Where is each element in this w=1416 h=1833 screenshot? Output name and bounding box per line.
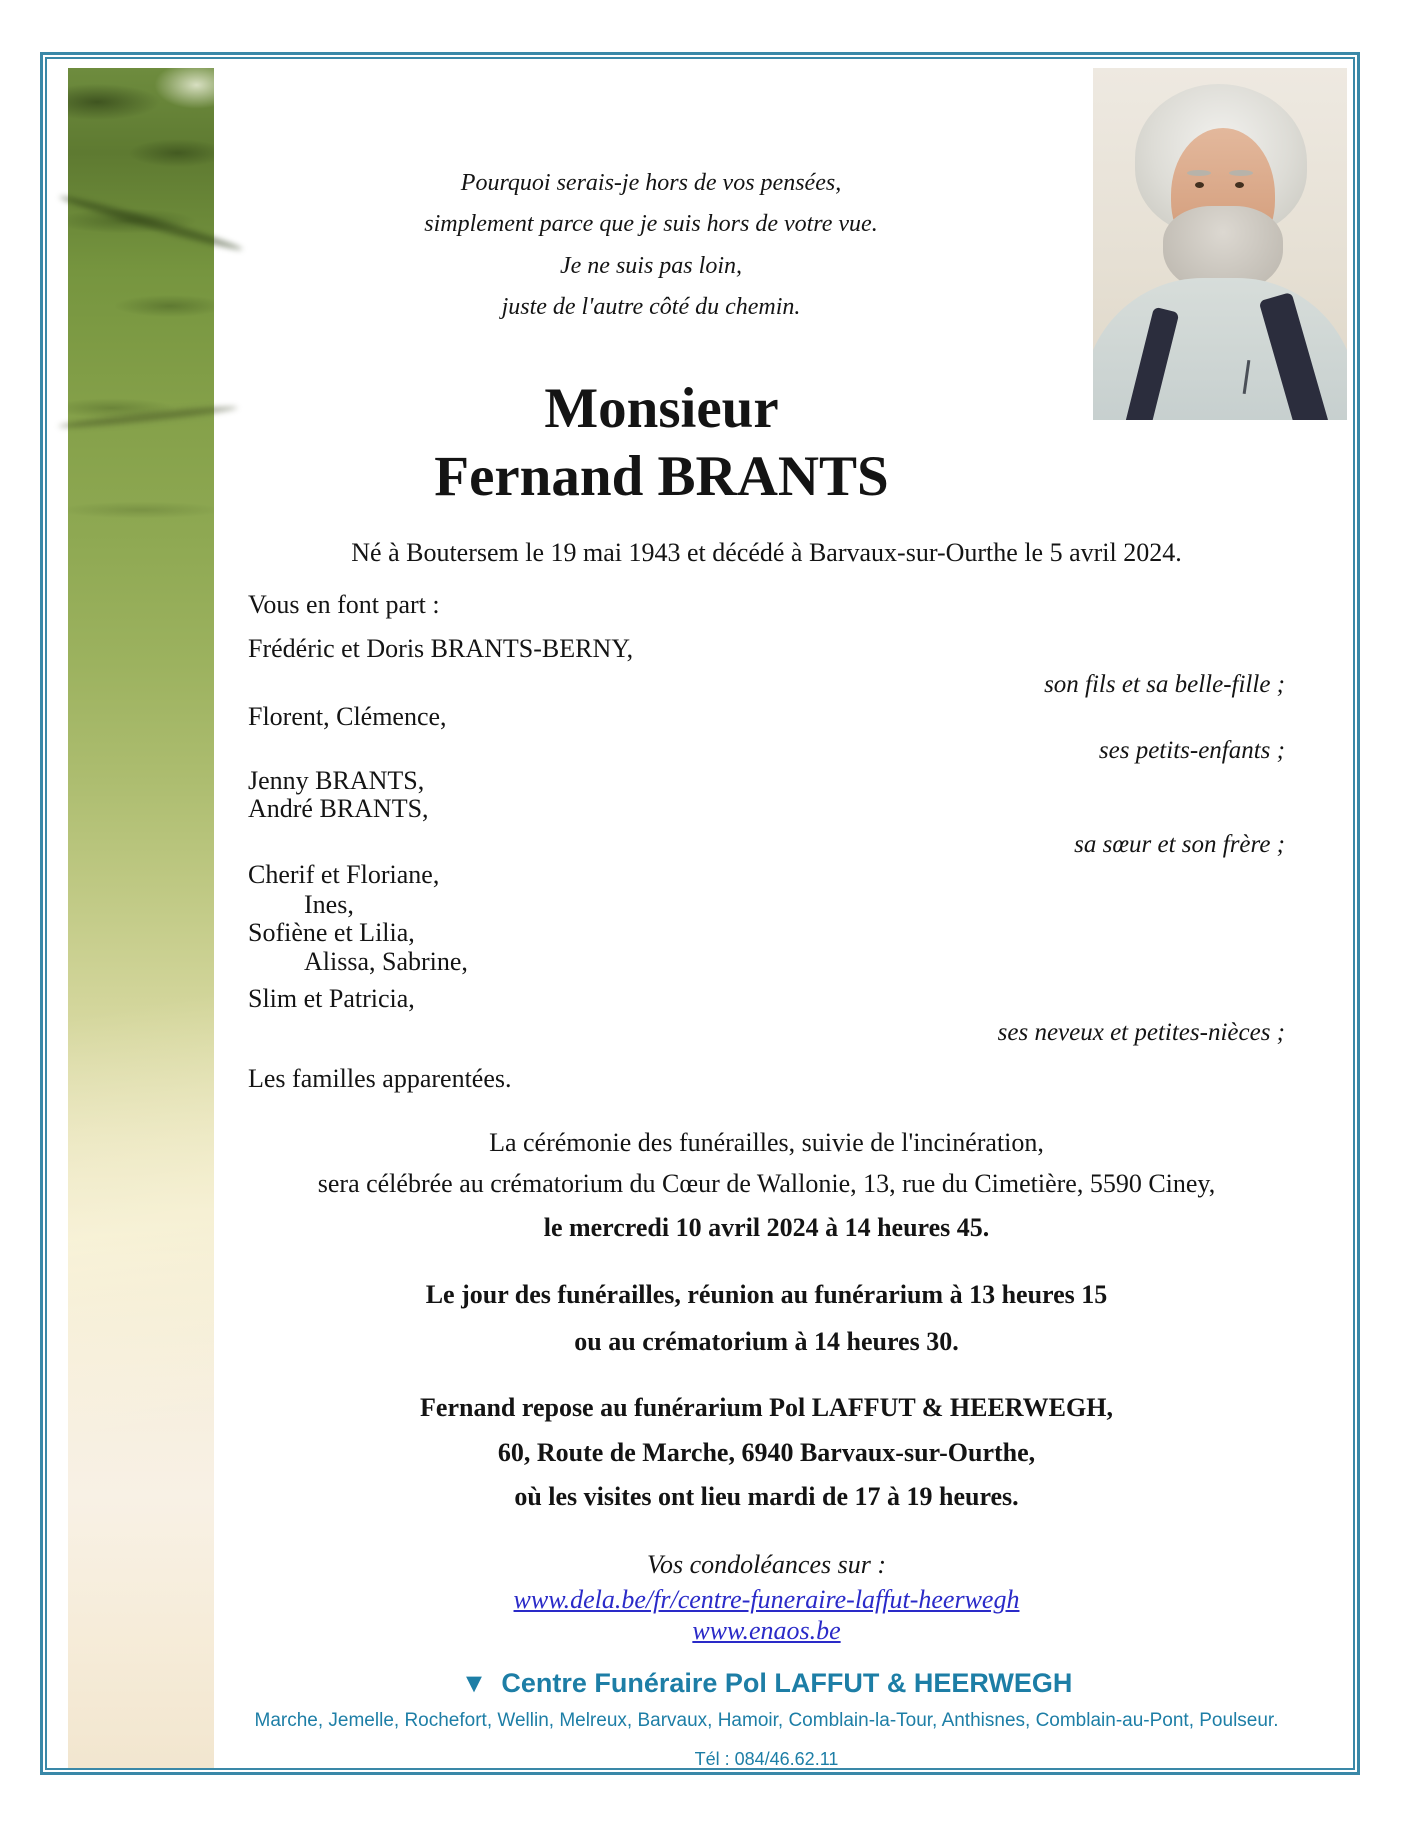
family-name: Frédéric et Doris BRANTS-BERNY, bbox=[248, 634, 634, 663]
family-name: Slim et Patricia, bbox=[248, 984, 415, 1013]
family-relation: ses neveux et petites-nièces ; bbox=[997, 1019, 1285, 1046]
ceremony-line: sera célébrée au crématorium du Cœur de Wallonie, 13, rue du Cimetière, 5590 Ciney, bbox=[317, 1169, 1216, 1198]
funeral-home-locations: Marche, Jemelle, Rochefort, Wellin, Melreux, Barvaux, Hamoir, Comblain-la-Tour, Anthisnes, Comblain-au-Pont, Poulseur. bbox=[254, 1710, 1279, 1731]
condolences-link-dela bbox=[248, 1585, 1285, 1615]
deceased-title: Monsieur bbox=[544, 377, 779, 440]
family-closing: Les familles apparentées. bbox=[248, 1064, 512, 1093]
quote-line-1: Pourquoi serais-je hors de vos pensées, bbox=[460, 170, 842, 196]
meeting-line: ou au crématorium à 14 heures 30. bbox=[574, 1327, 959, 1356]
condolences-link-enaos bbox=[248, 1616, 1285, 1646]
repose-visits: où les visites ont lieu mardi de 17 à 19 heures. bbox=[514, 1482, 1019, 1511]
condolences-link-dela-anchor[interactable]: www.dela.be/fr/centre-funeraire-laffut-heerwegh bbox=[513, 1585, 1020, 1614]
family-name: Sofiène et Lilia, bbox=[248, 918, 415, 947]
meeting-line: Le jour des funérailles, réunion au funérarium à 13 heures 15 bbox=[425, 1280, 1108, 1309]
family-relation: ses petits-enfants ; bbox=[1098, 737, 1285, 764]
quote-line-2: simplement parce que je suis hors de votre vue. bbox=[424, 211, 878, 237]
family-intro: Vous en font part : bbox=[248, 590, 440, 619]
family-relation: son fils et sa belle-fille ; bbox=[1044, 671, 1285, 698]
repose-line: Fernand repose au funérarium Pol LAFFUT & HEERWEGH, bbox=[420, 1393, 1113, 1422]
repose-address: 60, Route de Marche, 6940 Barvaux-sur-Ourthe, bbox=[497, 1438, 1036, 1467]
funeral-home-phone: Tél : 084/46.62.11 bbox=[694, 1749, 839, 1769]
text-layer bbox=[248, 0, 1285, 1833]
family-relation: sa sœur et son frère ; bbox=[1074, 831, 1285, 858]
family-name: Ines, bbox=[304, 890, 354, 919]
family-name: Florent, Clémence, bbox=[248, 702, 447, 731]
brand-name: Centre Funéraire Pol LAFFUT & HEERWEGH bbox=[501, 1668, 1073, 1698]
family-name: Alissa, Sabrine, bbox=[304, 947, 468, 976]
ceremony-line: La cérémonie des funérailles, suivie de l'incinération, bbox=[489, 1128, 1044, 1157]
brand-triangle-icon: ▼ bbox=[460, 1668, 488, 1698]
condolences-label: Vos condoléances sur : bbox=[646, 1550, 886, 1579]
deceased-name: Fernand BRANTS bbox=[434, 445, 889, 508]
deceased-life-dates: Né à Boutersem le 19 mai 1943 et décédé à Barvaux-sur-Ourthe le 5 avril 2024. bbox=[351, 538, 1182, 567]
ceremony-date: le mercredi 10 avril 2024 à 14 heures 45. bbox=[543, 1213, 990, 1242]
quote-line-3: Je ne suis pas loin, bbox=[560, 253, 742, 279]
quote-line-4: juste de l'autre côté du chemin. bbox=[501, 294, 801, 320]
funeral-home-brand bbox=[248, 1668, 1285, 1698]
family-name: Jenny BRANTS, bbox=[248, 766, 425, 795]
condolences-link-enaos-anchor[interactable]: www.enaos.be bbox=[692, 1616, 841, 1645]
family-name: André BRANTS, bbox=[248, 794, 429, 823]
family-name: Cherif et Floriane, bbox=[248, 860, 440, 889]
sidebar-nature-photo bbox=[68, 68, 214, 1768]
